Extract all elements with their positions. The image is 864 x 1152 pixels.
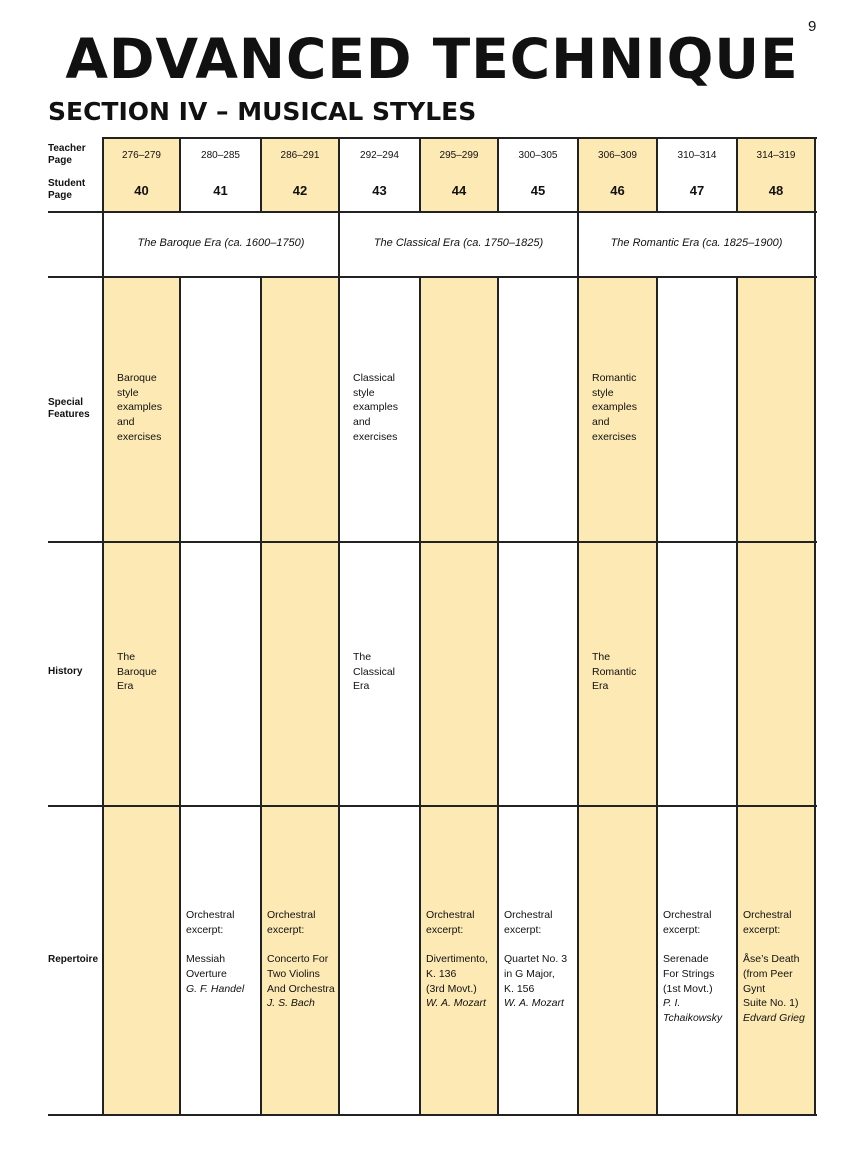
cell-line: exercises xyxy=(353,430,398,443)
table-top-rule xyxy=(102,137,817,139)
history-text xyxy=(117,650,178,694)
row-label-teacher-page: Teacher Page xyxy=(48,143,86,166)
teacher-page-range: 300–305 xyxy=(518,150,558,161)
teacher-page-range: 295–299 xyxy=(439,150,479,161)
teacher-page-range: 292–294 xyxy=(360,150,399,161)
row-divider xyxy=(48,805,817,807)
cell-line: Two Violins xyxy=(267,967,320,980)
cell-line: The xyxy=(353,651,372,663)
cell-line: (1st Movt.) xyxy=(663,982,713,995)
cell-line: style xyxy=(353,386,375,399)
cell-line: Concerto For xyxy=(267,953,329,966)
cell-line: Baroque xyxy=(117,372,157,384)
cell-line xyxy=(743,937,815,952)
special-features-text xyxy=(117,371,178,445)
column-background xyxy=(103,138,180,1115)
cell-line: The xyxy=(117,651,136,663)
cell-line: Orchestral xyxy=(426,909,475,921)
cell-line: And Orchestra xyxy=(267,982,335,995)
row-divider xyxy=(48,541,817,543)
cell-line: excerpt: xyxy=(663,923,701,936)
cell-line xyxy=(504,937,578,952)
student-page-number: 45 xyxy=(530,183,546,198)
repertoire-text xyxy=(663,908,737,1026)
student-page-number: 46 xyxy=(610,183,625,198)
teacher-page-range: 280–285 xyxy=(201,150,240,161)
row-divider xyxy=(48,276,817,278)
repertoire-text xyxy=(743,908,815,1026)
cell-line: and xyxy=(592,416,610,429)
cell-line: Classical xyxy=(353,372,396,384)
cell-line: Orchestral xyxy=(186,909,235,921)
repertoire-text xyxy=(267,908,339,1011)
cell-line: Åse’s Death xyxy=(743,953,800,966)
cell-line: (3rd Movt.) xyxy=(426,982,477,995)
era-heading: The Romantic Era (ca. 1825–1900) xyxy=(610,237,783,249)
cell-line: For Strings xyxy=(663,967,715,980)
student-page-number: 47 xyxy=(689,183,705,198)
cell-line: Suite No. 1) xyxy=(743,997,799,1010)
row-label-special-features: Special Features xyxy=(48,397,90,420)
main-title: ADVANCED TECHNIQUE xyxy=(65,27,799,91)
column-divider xyxy=(179,277,181,1115)
student-page-number: 43 xyxy=(372,183,387,198)
cell-line: Era xyxy=(353,680,370,693)
cell-line: exercises xyxy=(592,430,637,443)
cell-line: Divertimento, xyxy=(426,953,488,966)
cell-line: Overture xyxy=(186,967,227,980)
cell-line: in G Major, xyxy=(504,967,555,980)
special-features-text xyxy=(353,371,418,445)
cell-line: Orchestral xyxy=(663,909,712,921)
repertoire-text xyxy=(504,908,578,1011)
student-page-number: 40 xyxy=(134,183,149,198)
cell-line: and xyxy=(353,416,371,429)
cell-line: excerpt: xyxy=(186,923,224,936)
composer-name: J. S. Bach xyxy=(267,997,315,1010)
row-divider xyxy=(48,211,817,213)
cell-line: examples xyxy=(592,401,637,414)
cell-line: excerpt: xyxy=(743,923,781,936)
cell-line: K. 156 xyxy=(504,982,535,995)
cell-line: Orchestral xyxy=(267,909,316,921)
cell-line: Classical xyxy=(353,665,396,678)
cell-line: Romantic xyxy=(592,372,637,384)
section-title: SECTION IV – MUSICAL STYLES xyxy=(48,97,477,126)
cell-line: The xyxy=(592,651,611,663)
composer-name: G. F. Handel xyxy=(186,982,245,995)
cell-line: Era xyxy=(117,680,134,693)
cell-line: Quartet No. 3 xyxy=(504,953,568,966)
cell-line: Messiah xyxy=(186,953,226,966)
column-divider xyxy=(102,138,104,1115)
cell-line: examples xyxy=(353,401,398,414)
era-heading: The Classical Era (ca. 1750–1825) xyxy=(373,237,544,249)
student-page-number: 44 xyxy=(451,183,467,198)
row-label-student-page: Student Page xyxy=(48,178,86,201)
cell-line xyxy=(663,937,737,952)
column-divider xyxy=(656,277,658,1115)
cell-line: Baroque xyxy=(117,665,157,678)
cell-line: excerpt: xyxy=(426,923,464,936)
cell-line: Serenade xyxy=(663,953,709,966)
student-page-number: 42 xyxy=(292,183,308,198)
cell-line: examples xyxy=(117,401,162,414)
composer-name: Edvard Grieg xyxy=(743,1011,805,1024)
cell-line: (from Peer Gynt xyxy=(743,967,793,995)
history-text xyxy=(592,650,655,694)
composer-name: P. I. Tchaikowsky xyxy=(663,997,723,1024)
special-features-text xyxy=(592,371,655,445)
student-page-number: 41 xyxy=(213,183,228,198)
repertoire-text xyxy=(426,908,498,1011)
column-background xyxy=(578,138,657,1115)
teacher-page-range: 286–291 xyxy=(280,150,320,161)
cell-line xyxy=(426,937,498,952)
cell-line: style xyxy=(592,386,614,399)
composer-name: W. A. Mozart xyxy=(426,997,486,1010)
cell-line: Orchestral xyxy=(743,909,792,921)
row-label-repertoire: Repertoire xyxy=(48,954,99,965)
teacher-page-range: 306–309 xyxy=(598,150,637,161)
cell-line: Era xyxy=(592,680,609,693)
column-background xyxy=(339,138,420,1115)
cell-line xyxy=(186,937,261,952)
teacher-page-range: 276–279 xyxy=(122,150,161,161)
history-text xyxy=(353,650,418,694)
cell-line xyxy=(267,937,339,952)
cell-line: excerpt: xyxy=(267,923,305,936)
repertoire-text xyxy=(186,908,261,996)
page-number: 9 xyxy=(808,18,817,35)
table-bottom-rule xyxy=(48,1114,817,1116)
teacher-page-range: 314–319 xyxy=(756,150,796,161)
student-page-number: 48 xyxy=(768,183,784,198)
cell-line: excerpt: xyxy=(504,923,542,936)
composer-name: W. A. Mozart xyxy=(504,997,564,1010)
era-heading: The Baroque Era (ca. 1600–1750) xyxy=(137,237,305,249)
row-label-history: History xyxy=(48,666,83,677)
cell-line: exercises xyxy=(117,430,162,443)
teacher-page-range: 310–314 xyxy=(677,150,717,161)
cell-line: K. 136 xyxy=(426,967,457,980)
column-divider xyxy=(419,277,421,1115)
cell-line: and xyxy=(117,416,135,429)
cell-line: Romantic xyxy=(592,665,637,678)
cell-line: Orchestral xyxy=(504,909,553,921)
cell-line: style xyxy=(117,386,139,399)
